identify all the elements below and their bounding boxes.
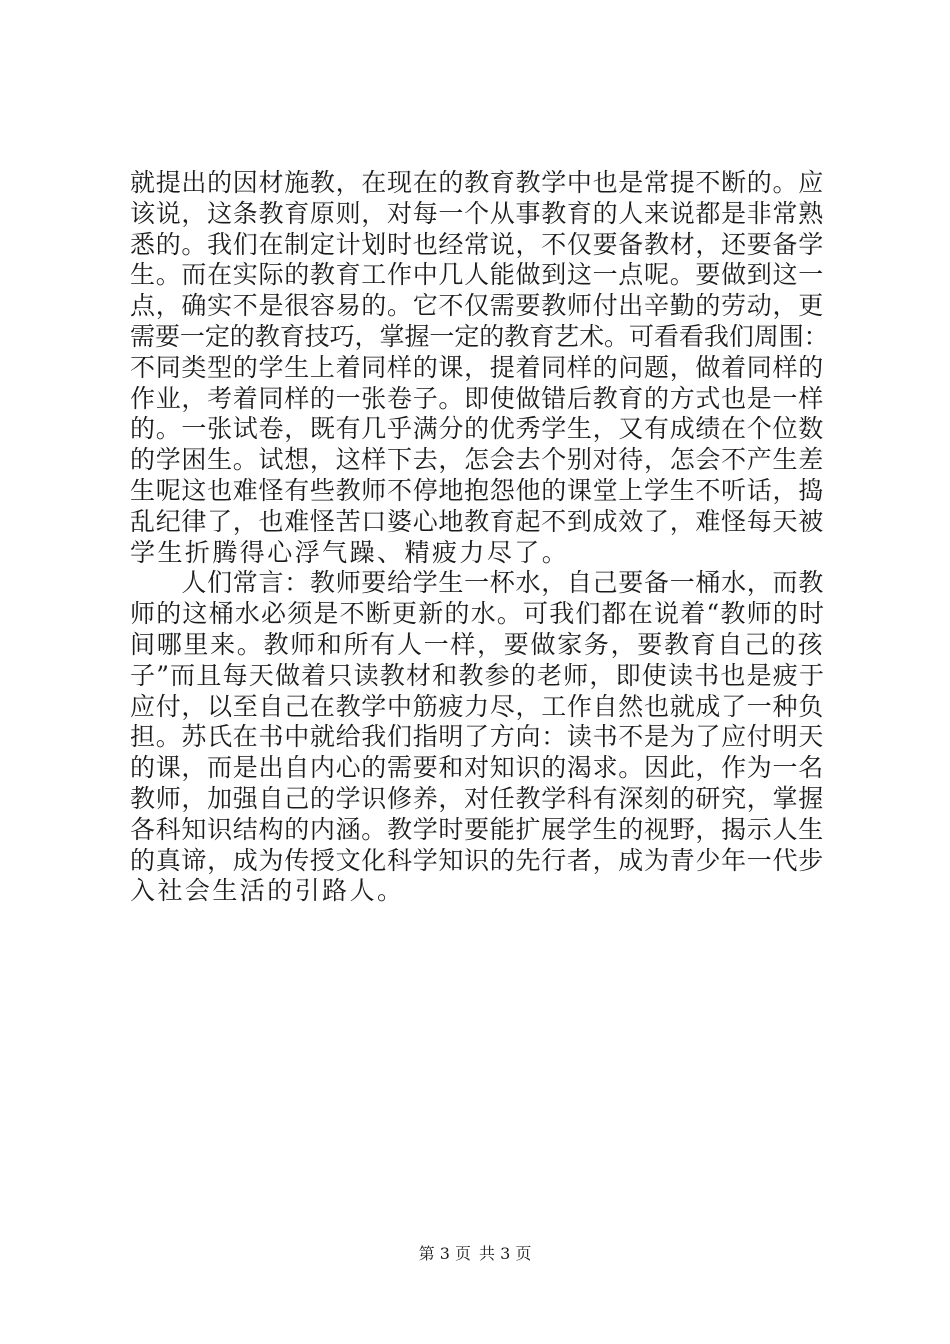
text-line: 师的这桶水必须是不断更新的水。可我们都在说着“教师的时 — [130, 599, 826, 629]
text-line: 点，确实不是很容易的。它不仅需要教师付出辛勤的劳动，更 — [130, 291, 824, 321]
text-line: 乱纪律了，也难怪苦口婆心地教育起不到成效了，难怪每天被 — [130, 506, 824, 536]
text-line: 入社会生活的引路人。 — [130, 876, 405, 906]
text-line: 的真谛，成为传授文化科学知识的先行者，成为青少年一代步 — [130, 845, 824, 875]
text-line: 的课，而是出自内心的需要和对知识的渴求。因此，作为一名 — [130, 753, 824, 783]
text-line: 的。一张试卷，既有几乎满分的优秀学生，又有成绩在个位数 — [130, 414, 824, 444]
text-line: 担。苏氏在书中就给我们指明了方向：读书不是为了应付明天 — [130, 722, 824, 752]
page-total: 共 3 页 — [479, 1244, 532, 1263]
page-footer — [0, 1244, 950, 1264]
text-line: 的学困生。试想，这样下去，怎会去个别对待，怎会不产生差 — [130, 445, 824, 475]
text-line: 作业，考着同样的一张卷子。即使做错后教育的方式也是一样 — [130, 383, 824, 413]
text-line: 子”而且每天做着只读教材和教参的老师，即使读书也是疲于 — [130, 660, 826, 690]
text-line: 间哪里来。教师和所有人一样，要做家务，要教育自己的孩 — [130, 629, 825, 659]
text-line: 生呢这也难怪有些教师不停地抱怨他的课堂上学生不听话，捣 — [130, 475, 824, 505]
text-line: 不同类型的学生上着同样的课，提着同样的问题，做着同样的 — [130, 352, 824, 382]
text-line: 应付，以至自己在教学中筋疲力尽，工作自然也就成了一种负 — [130, 691, 824, 721]
text-line: 各科知识结构的内涵。教学时要能扩展学生的视野，揭示人生 — [130, 814, 824, 844]
text-line: 悉的。我们在制定计划时也经常说，不仅要备教材，还要备学 — [130, 229, 824, 259]
text-line: 学生折腾得心浮气躁、精疲力尽了。 — [130, 537, 570, 567]
text-line: 教师，加强自己的学识修养，对任教学科有深刻的研究，掌握 — [130, 783, 824, 813]
text-line: 生。而在实际的教育工作中几人能做到这一点呢。要做到这一 — [130, 260, 824, 290]
text-line: 人们常言：教师要给学生一杯水，自己要备一桶水，而教 — [130, 568, 824, 598]
text-line: 该说，这条教育原则，对每一个从事教育的人来说都是非常熟 — [130, 198, 824, 228]
text-line: 需要一定的教育技巧，掌握一定的教育艺术。可看看我们周围： — [130, 321, 829, 351]
body-text — [130, 168, 830, 907]
page-number: 第 3 页 — [418, 1244, 471, 1263]
text-line: 就提出的因材施教，在现在的教育教学中也是常提不断的。应 — [130, 168, 824, 197]
